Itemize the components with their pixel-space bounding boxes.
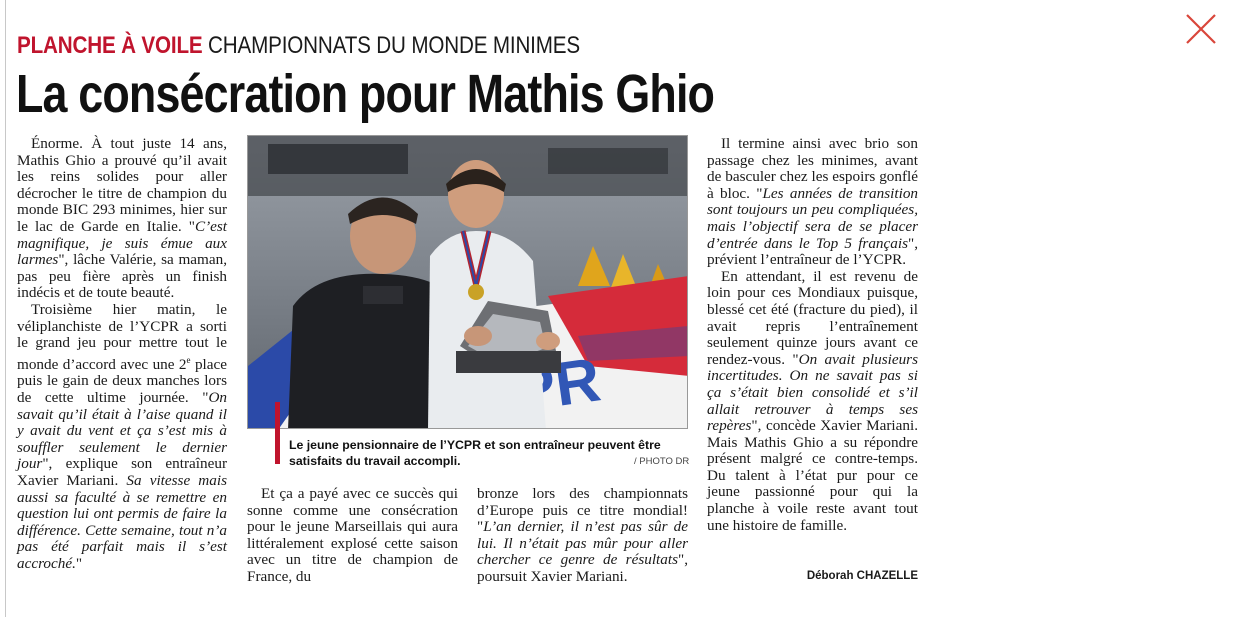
article-column-3: [477, 486, 688, 586]
article-headline: La consécration pour Mathis Ghio: [16, 64, 715, 124]
article-column-4: [707, 136, 918, 534]
article-kicker: [17, 32, 580, 60]
photo-credit: / PHOTO DR: [634, 456, 690, 467]
photo-caption: Le jeune pensionnaire de l’YCPR et son entraîneur peuvent être satisfaits du travail accompli.: [289, 438, 661, 468]
paragraph: En attendant, il est revenu de loin pour ces Mondiaux puisque, blessé cet été (fracture du pied), il avait repris l’entraînement seulement quinze jours avant ce rendez-vous. "On avait plusieurs incertitudes. On ne savait pas si ça s’était bien consolidé et s’il allait retrouver à temps ses repères", concède Xavier Mariani. Mais Mathis Ghio a su répondre présent malgré ce contre-temps. Du talent à l’état pur pour ce jeune passionné pour qui la planche à voile reste avant tout une histoire de famille.: [707, 267, 919, 534]
section-rubric: PLANCHE À VOILE: [17, 32, 203, 59]
caption-accent-bar: [275, 402, 280, 464]
paragraph: Il termine ainsi avec brio son passage chez les minimes, avant de basculer chez les espoirs gonflé à bloc. "Les années de transition sont toujours un peu compliquées, mais l’objectif sera de se placer d’entrée dans le Top 5 français", prévient l’entraîneur de l’YCPR.: [707, 135, 919, 269]
close-icon[interactable]: [1184, 12, 1218, 46]
previous-article-cutoff: [0, 0, 1246, 6]
paragraph: Et ça a payé avec ce succès qui sonne comme une consécration pour le jeune Marseillais qui aura littéralement explosé cette saison avec un titre de champion de France, du: [247, 485, 458, 585]
article-photo: [247, 135, 688, 429]
paragraph: bronze lors des championnats d’Europe puis ce titre mondial! "L’an dernier, il n’est pas sûr de lui. Il n’était pas mûr pour aller chercher ce genre de résultats", poursuit Xavier Mariani.: [477, 485, 688, 585]
article-column-1: [17, 136, 227, 573]
author-byline: Déborah CHAZELLE: [806, 570, 918, 582]
podium-photo-illustration: [248, 136, 688, 429]
page-left-rule: [5, 0, 6, 617]
article-column-2: [247, 486, 458, 586]
event-subtitle: CHAMPIONNATS DU MONDE MINIMES: [208, 32, 580, 59]
paragraph: Troisième hier matin, le véliplanchiste de l’YCPR a sorti le grand jeu pour mettre tout le monde d’accord avec une 2e place puis le gain de deux manches lors de cette ultime journée. "On savait qu’il était à l’aise quand il y avait du vent et ça s’est mis à souffler seulement le dernier jour", explique son entraîneur Xavier Mariani. Sa vitesse mais aussi sa faculté à se remettre en question lui ont permis de faire la différence. Cette semaine, tout n’a pas été parfait mais il s’est accroché.": [17, 300, 227, 572]
paragraph: Énorme. À tout juste 14 ans, Mathis Ghio a prouvé qu’il avait les reins solides pour aller décrocher le titre de champion du monde BIC 293 minimes, hier sur le lac de Garde en Italie. "C’est magnifique, je suis émue aux larmes", lâche Valérie, sa maman, pas peu fière après un finish indécis et de toute beauté.: [17, 135, 227, 302]
